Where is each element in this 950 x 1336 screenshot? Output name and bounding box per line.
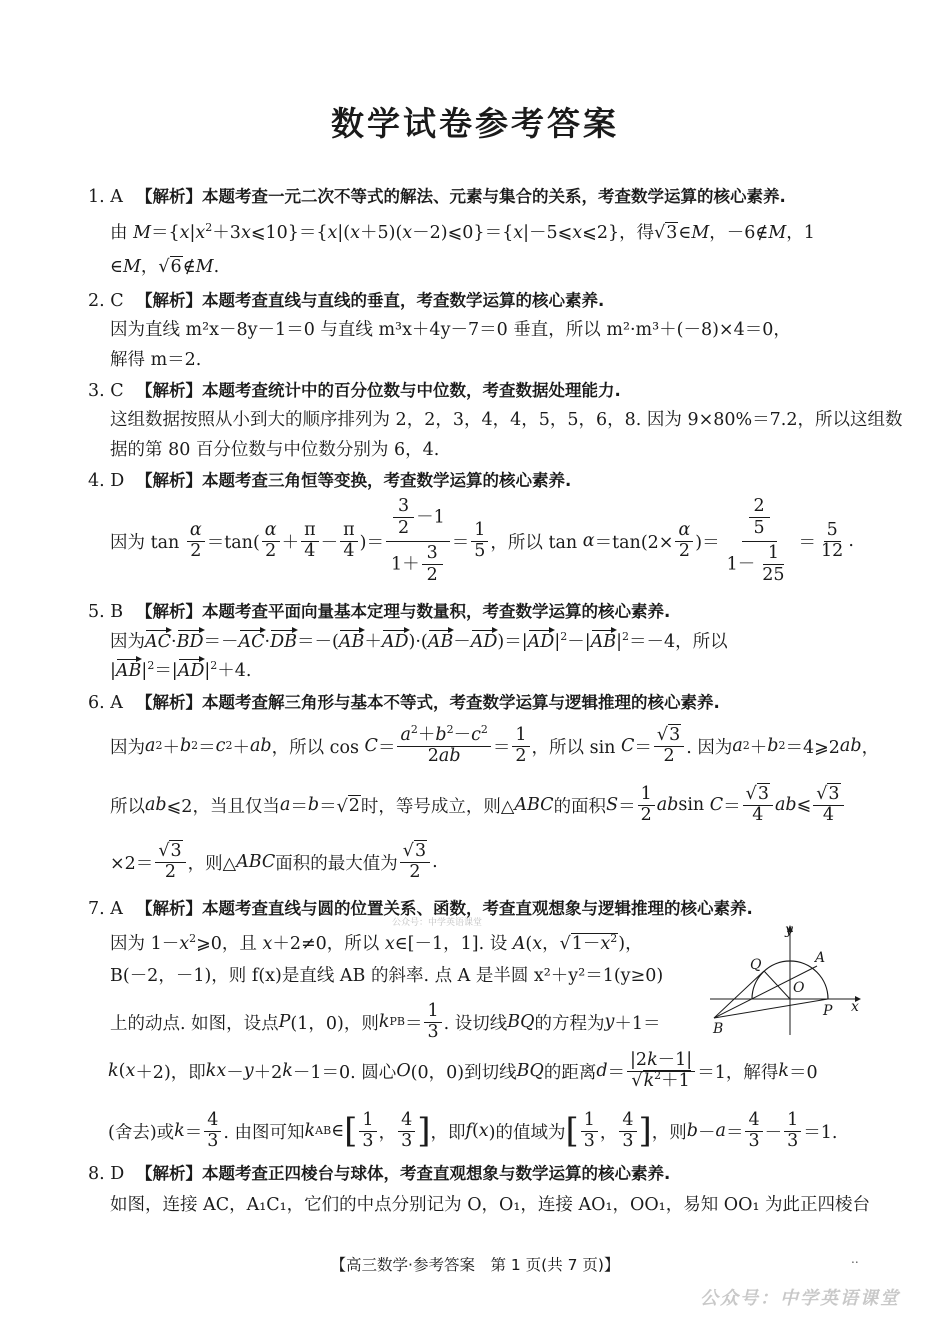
answer-8-line-1: 如图，连接 AC，A₁C₁，它们的中点分别记为 O，O₁，连接 AO₁，OO₁，易知 OO₁ 为此正四棱台 — [110, 1195, 871, 1215]
answer-3-line-2: 据的第 80 百分位数与中位数分别为 6，4. — [110, 440, 440, 460]
answer-6-line-1: 因为 a 2 ＋ b 2 ＝ c 2 ＋ ab ，所以 cos C ＝ $\frac{a^2+b^2-c^2}{2ab}$ ＝ $\frac{1}{2}$ ，所以 sin C ＝ $\frac{√3}{2}$ . 因为 a 2 ＋ b 2 ＝4⩾2 ab ， — [110, 723, 880, 766]
answer-5-line-2: $|AB|^2=|AD|^2+4$. — [110, 659, 252, 681]
page-title: 数学试卷参考答案 — [331, 104, 619, 143]
answer-headline: 本题考查一元二次不等式的解法、元素与集合的关系，考查数学运算的核心素养. — [202, 187, 786, 206]
answer-headline: 本题考查正四棱台与球体，考查直观想象与数学运算的核心素养. — [202, 1164, 671, 1183]
answer-headline: 本题考查平面向量基本定理与数量积，考查数学运算的核心素养. — [202, 602, 671, 621]
radius-oq — [764, 971, 790, 999]
answer-6-line-3: ×2＝ $\frac{√3}{2}$ ，则△ ABC 面积的最大值为 $\frac{√3}{2}$ . — [110, 841, 438, 882]
label-a: A — [815, 950, 826, 966]
analysis-tag: 【解析】 — [136, 471, 202, 490]
watermark: 公众号：中学英语课堂 — [700, 1288, 900, 1309]
answer-number: 1. A — [88, 187, 123, 207]
analysis-tag: 【解析】 — [136, 187, 202, 206]
answer-number: 7. A — [88, 899, 123, 919]
answer-6-line-2: 所以 ab ⩽2，当且仅当 a ＝ b ＝√ 2 时，等号成立，则△ ABC 的面积 S ＝ $\frac{1}{2}$ ab sin C ＝ $\frac{√3}{4}$ ab ⩽ $\frac{√3}{4}$ — [110, 781, 846, 829]
answer-7-line-2: B(－2，－1)，则 f(x)是直线 AB 的斜率. 点 A 是半圆 x²＋y²＝1(y≥0) — [110, 966, 664, 986]
answer-7-line-5: (舍去)或 k ＝ $\frac{4}{3}$ . 由图可知 k AB ∈ [ $\frac{1}{3}$ ， $\frac{4}{3}$ ] ，即 f ( x )的值域为 [ $\frac{1}{3}$ ， $\frac{4}{3}$ ] ，则 b － a ＝ $\frac{4}{3}$ － $\frac{1}{3}$ ＝1. — [108, 1110, 838, 1151]
label-y: y — [785, 922, 793, 938]
answer-2-line-1: 因为直线 m²x－8y－1＝0 与直线 m³x＋4y－7＝0 垂直，所以 m²·m³＋(－8)×4＝0， — [110, 320, 791, 340]
answer-5-line-1: 因为$AC\cdot BD=-AC\cdot DB=-(AB+AD)\cdot(AB-AD)=|AD|^2-|AB|^2=-4$，所以 — [110, 630, 728, 652]
answer-number: 3. C — [88, 381, 124, 401]
semicircle-figure — [705, 920, 865, 1040]
answer-1-line-2: ∈M，√6∉M. — [110, 257, 220, 277]
label-b: B — [713, 1021, 724, 1037]
analysis-tag: 【解析】 — [136, 381, 202, 400]
answer-headline: 本题考查三角恒等变换，考查数学运算的核心素养. — [202, 471, 572, 490]
answer-headline: 本题考查统计中的百分位数与中位数，考查数据处理能力. — [202, 381, 621, 400]
answer-number: 4. D — [88, 471, 125, 491]
answer-6-heading — [88, 689, 720, 713]
answer-number: 2. C — [88, 291, 124, 311]
answer-1-line-1: 由 $M=\{x|x^2+3x⩽10\}=\{x|(x+5)(x-2)⩽0\}=\{x|-5⩽x⩽2\}$，得√3∈M，－6∉M，1 — [110, 221, 815, 243]
answer-8-heading — [88, 1160, 670, 1184]
label-q: Q — [750, 957, 762, 973]
faint-watermark: 公众号：中学英语课堂 — [392, 918, 483, 928]
answer-7-line-3: 上的动点. 如图，设点 P (1，0)，则 k PB ＝ $\frac{1}{3}$ . 设切线 BQ 的方程为 y ＋1＝ — [110, 1001, 661, 1042]
label-p: P — [823, 1003, 833, 1019]
analysis-tag: 【解析】 — [136, 693, 202, 712]
answer-headline: 本题考查直线与直线的垂直，考查数学运算的核心素养. — [202, 291, 605, 310]
answer-4-formula: 因为 tan $\frac{\alpha}{2}$ ＝tan( $\frac{\alpha}{2}$ ＋ $\frac{\pi}{4}$ － $\frac{\pi}{4}$ )＝ $\frac{3}{2}$ －1 1＋ $\frac{3}{2}$ ＝ $\frac{1}{5}$ ，所以 tan α ＝tan(2× $\frac{\alpha}{2}$ )＝ $\frac{2}{5}$ 1－ $\frac{1}{25}$ ＝ $\frac{5}{12}$ . — [110, 496, 854, 585]
answer-4-heading — [88, 467, 571, 491]
answer-headline: 本题考查直线与圆的位置关系、函数，考查直观想象与逻辑推理的核心素养. — [202, 899, 753, 918]
answer-2-heading — [88, 287, 604, 311]
label-o: O — [793, 980, 805, 996]
answer-7-line-1: 因为 $1-x^2⩾0$，且 x＋2≠0，所以 x∈[－1，1]. 设 A(x，$√1-x^2$)， — [110, 932, 643, 954]
answer-5-heading — [88, 598, 670, 622]
answer-3-heading — [88, 377, 621, 401]
answer-7-line-4: k ( x ＋2)，即 kx － y ＋2 k －1＝0. 圆心 O (0，0)到切线 BQ 的距离 d ＝ $\frac{|2k-1|}{√k^2+1}$ ＝1，解得 k ＝0 — [108, 1050, 818, 1091]
footer-mark: .. — [851, 1252, 859, 1266]
answer-2-line-2: 解得 m＝2. — [110, 350, 202, 370]
analysis-tag: 【解析】 — [136, 291, 202, 310]
answer-number: 5. B — [88, 602, 124, 622]
analysis-tag: 【解析】 — [136, 1164, 202, 1183]
page-footer: 【高三数学·参考答案 第 1 页(共 7 页)】 — [330, 1256, 620, 1274]
answer-headline: 本题考查解三角形与基本不等式，考查数学运算与逻辑推理的核心素养. — [202, 693, 720, 712]
answer-3-line-1: 这组数据按照从小到大的顺序排列为 2，2，3，4，4，5，5，6，8. 因为 9×80%＝7.2，所以这组数 — [110, 410, 903, 430]
answer-number: 6. A — [88, 693, 123, 713]
analysis-tag: 【解析】 — [136, 602, 202, 621]
answer-number: 8. D — [88, 1164, 125, 1184]
label-x: x — [851, 999, 859, 1015]
answer-1-heading — [88, 183, 786, 207]
analysis-tag: 【解析】 — [136, 899, 202, 918]
